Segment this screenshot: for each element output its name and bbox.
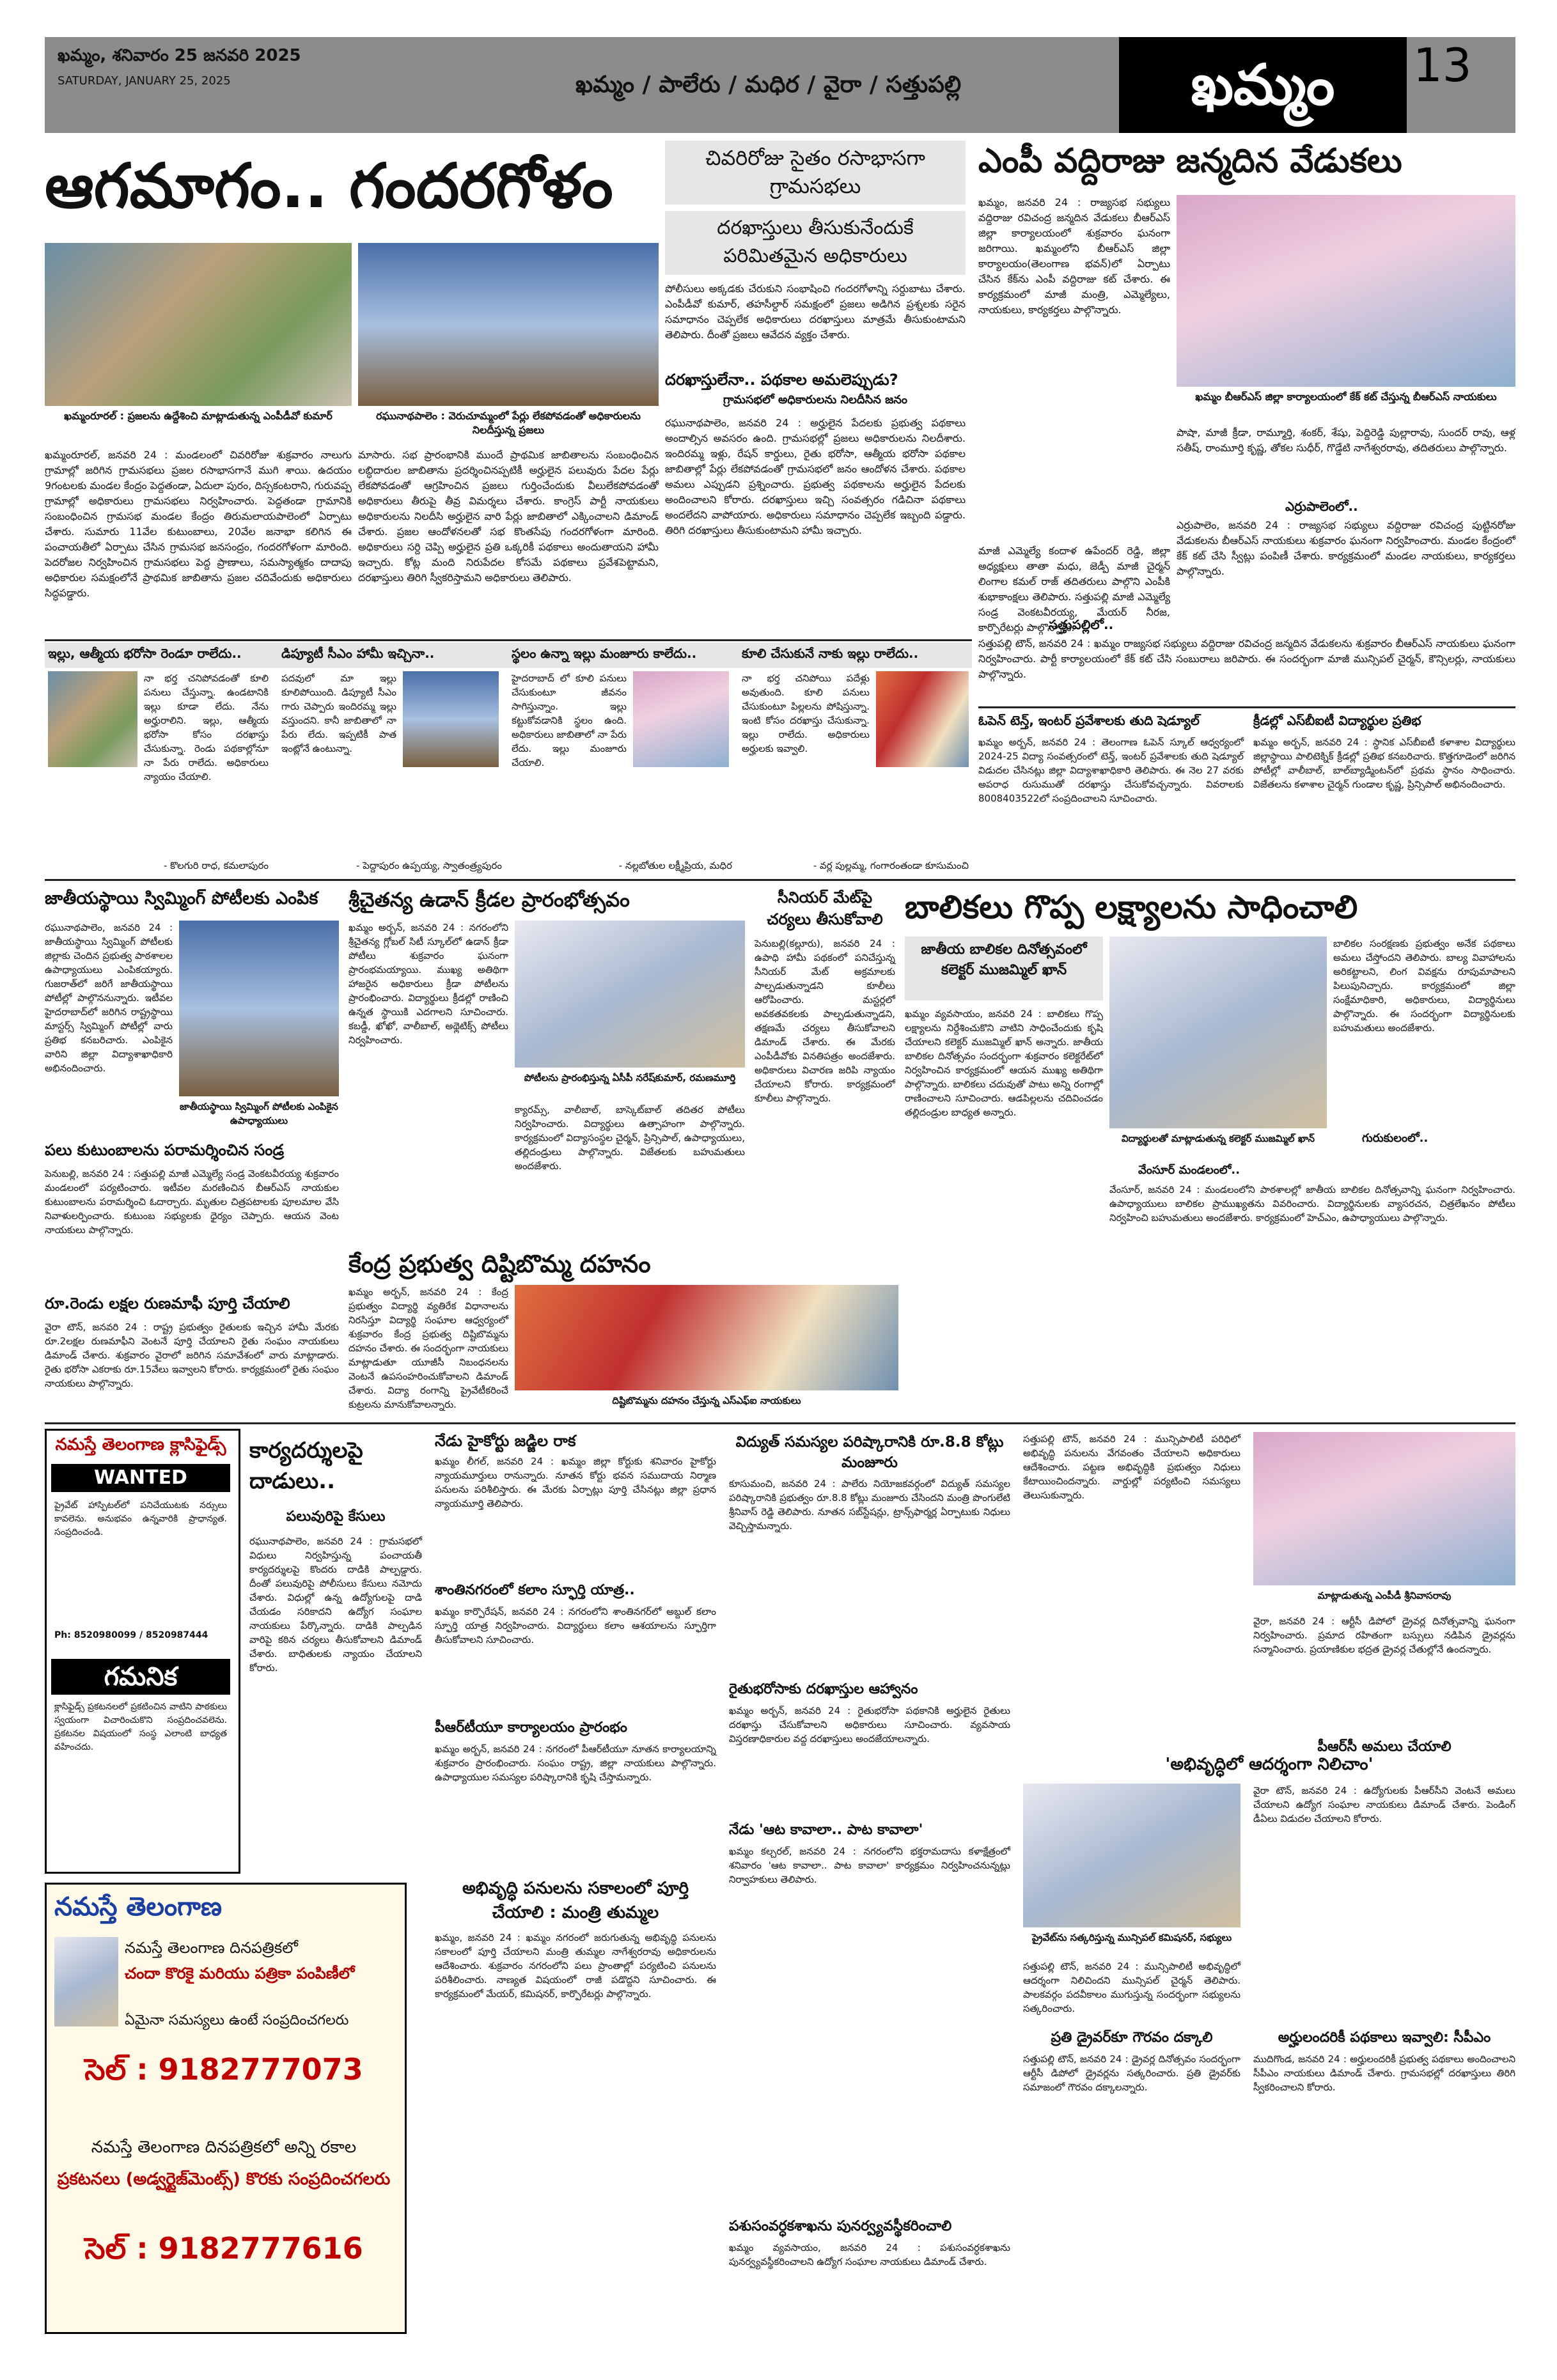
chaitanya-body-2: క్యారమ్స్, వాలీబాల్, బాస్కెట్‌బాల్ తదితర పోటీలు నిర్వహించారు. విద్యార్థులు ఉత్సాహంగా పాల్గొన్నారు. కార్యక్రమంలో విద్యాసంస్థల చైర్మన్, ప్రిన్సిపాల్, ఉపాధ్యాయులు, తల్లిదండ్రులు పాల్గొన్నారు. విజేతలకు బహుమతులు అందజేశారు. <box>515 1104 745 1172</box>
judges-sub-1: శాంతినగరంలో కలాం స్ఫూర్తి యాత్ర.. <box>435 1582 635 1598</box>
ad-paper-image <box>54 1937 118 2026</box>
strip-3-head: స్థలం ఉన్నా ఇల్లు మంజూరు కాలేదు.. <box>512 646 697 661</box>
secretaries-deck: పలువురిపై కేసులు <box>286 1509 386 1525</box>
judges-head: నేడు హైకోర్టు జడ్జిల రాక <box>435 1432 576 1450</box>
lead-body-1: ఖమ్మంరూరల్, జనవరి 24 : మండలంలో చివరిరోజు శుక్రవారం నాలుగు గ్రామాల్లో జరిగిన గ్రామసభలు ప్రజల రసాభాసగానే ముగి శాయి. ఉదయం 9గంటలకు మండల కేంద్రం పెద్దతండా, ఏదులా పురం, దిస్సకంటరాని, గురువప్ప గ్రామాల్లో అధికారులు గ్రామసభలు నిర్వహించారు. పెద్దతండా గ్రామానికి సంబంధించిన గ్రామసభ మండల కేంద్రం తిరుమలాయపాలెంలో ఏర్పాటు చేశారు. సుమారు 11వేల కుటుంబాలు, 20వేల జనాభా కలిగిన ఈ పంచాయతీలో ఏర్పాటు చేసిన గ్రామసభ జనసంద్రం, గందరగోళంగా మారింది. పెదరోజల నిర్వహించిన గ్రామసభలు పెద్ద ప్రాణాలు, సమస్యాత్మకం దాదాపు అధికారుల సమక్షంలోనే ప్రాథమిక జాబితాను ప్రజల చదివేందుకు అధికారులు సిద్ధపడ్డారు. <box>45 449 352 599</box>
power-body-4: ఖమ్మం వ్యవసాయం, జనవరి 24 : పశుసంవర్ధకశాఖను పునర్వ్యవస్థీకరించాలని ఉద్యోగ సంఘాల నాయకులు డిమాండ్ చేశారు. <box>729 2242 1010 2267</box>
satt-body-5: వైరా టౌన్, జనవరి 24 : ఉద్యోగులకు పీఆర్‌సీని వెంటనే అమలు చేయాలని ఉద్యోగ సంఘాల నాయకులు డిమాండ్ చేశారు. పెండింగ్ డీఏలు విడుదల చేయాలని కోరారు. <box>1253 1785 1515 1824</box>
chaitanya-body: ఖమ్మం అర్బన్, జనవరి 24 : నగరంలోని శ్రీచైతన్య గ్లోబల్ సిటీ స్కూల్‌లో ఉడాన్ క్రీడా పోటీలు శుక్రవారం ఘనంగా ప్రారంభమయ్యాయి. ముఖ్య అతిథిగా హాజరైన అధికారులు క్రీడా పోటీలను ప్రారంభించారు. విద్యార్థులు క్రీడల్లో రాణించి ఉన్నత స్థాయికి ఎదగాలని సూచించారు. కబడ్డీ, ఖోఖో, వాలీబాల్, అథ్లెటిక్స్ పోటీలు నిర్వహించారు. <box>348 922 508 1046</box>
effigy-body: ఖమ్మం అర్బన్, జనవరి 24 : కేంద్ర ప్రభుత్వం విద్యార్థి వ్యతిరేక విధానాలను నిరసిస్తూ విద్యార్థి సంఘాల ఆధ్వర్యంలో శుక్రవారం కేంద్ర ప్రభుత్వ దిష్టిబొమ్మను దహనం చేశారు. ఈ సందర్భంగా నాయకులు మాట్లాడుతూ యూజీసీ నిబంధనలను వెంటనే ఉపసంహరించుకోవాలని డిమాండ్ చేశారు. విద్యా రంగాన్ని ప్రైవేటీకరించే కుట్రలను మానుకోవాలన్నారు. <box>348 1286 508 1410</box>
satt-sub-2: ప్రతి డ్రైవర్‌కూ గౌరవం దక్కాలి <box>1051 2030 1213 2046</box>
strip-3-byline: - నల్లబోతుల లక్ష్మీప్రియ, మధిర <box>618 860 732 871</box>
power-body: కూసుమంచి, జనవరి 24 : పాలేరు నియోజకవర్గంలో విద్యుత్ సమస్యల పరిష్కారానికి ప్రభుత్వం రూ.8.8 కోట్లు మంజూరు చేసిందని మంత్రి పొంగులేటి శ్రీనివాస్ రెడ్డి తెలిపారు. నూతన సబ్‌స్టేషన్లు, ట్రాన్స్‌ఫార్మర్ల ఏర్పాటుకు నిధులు వెచ్చిస్తామన్నారు. <box>729 1478 1010 1532</box>
senior-body: పెనుబల్లి(కల్లూరు), జనవరి 24 : ఉపాధి హామీ పథకంలో పనిచేస్తున్న సీనియర్ మేట్ అక్రమాలకు పాల్పడుతున్నాడని కూలీలు ఆరోపించారు. మస్టర్లలో అవకతవకలకు పాల్పడుతున్నాడని, తక్షణమే చర్యలు తీసుకోవాలని డిమాండ్ చేశారు. ఈ మేరకు ఎంపీడీవోకు వినతిపత్రం అందజేశారు. అధికారులు విచారణ జరిపి న్యాయం చేయాలని కోరారు. కార్యక్రమంలో కూలీలు పాల్గొన్నారు. <box>755 938 895 1104</box>
mp-body-1: ఖమ్మం, జనవరి 24 : రాజ్యసభ సభ్యులు వద్దిరాజు రవిచంద్ర జన్మదిన వేడుకలు బీఆర్ఎస్ జిల్లా కార్యాలయంలో శుక్రవారం ఘనంగా జరిగాయి. ఖమ్మంలోని బీఆర్ఎస్ జిల్లా కార్యాలయం(తెలంగాణ భవన్)లో ఏర్పాటు చేసిన కేక్‌ను ఎంపీ వద్దిరాజు కట్ చేశారు. ఈ కార్యక్రమంలో మాజీ మంత్రి, ఎమ్మెల్యేలు, నాయకులు, కార్యకర్తలు పాల్గొన్నారు. <box>978 196 1170 316</box>
strip-rule <box>45 639 972 641</box>
power-sub-1: రైతుభరోసాకు దరఖాస్తుల ఆహ్వానం <box>729 1681 918 1697</box>
girls-body-3: వేంసూర్, జనవరి 24 : మండలంలోని పాఠశాలల్లో జాతీయ బాలికల దినోత్సవాన్ని ఘనంగా నిర్వహించారు. ఉపాధ్యాయులు బాలికల ప్రాముఖ్యతను వివరించారు. విద్యార్థినులకు వ్యాసరచన, చిత్రలేఖనం పోటీలు నిర్వహించి బహుమతులు అందజేశారు. కార్యక్రమంలో హెచ్‌ఎం, ఉపాధ్యాయులు పాల్గొన్నారు. <box>1109 1184 1515 1224</box>
girls-body-2: బాలికల సంరక్షణకు ప్రభుత్వం అనేక పథకాలు అమలు చేస్తోందని తెలిపారు. బాల్య వివాహాలను అరికట్టాలని, లింగ వివక్షను రూపుమాపాలని పిలుపునిచ్చారు. కార్యక్రమంలో జిల్లా సంక్షేమాధికారి, అధికారులు, విద్యార్థినులు పాల్గొన్నారు. ఈ సందర్భంగా విద్యార్థినులకు బహుమతులు అందజేశారు. <box>1333 938 1515 1034</box>
wanted-banner: WANTED <box>51 1464 230 1492</box>
section-rule-2 <box>45 1422 1515 1424</box>
swim-photo <box>179 921 339 1096</box>
strip-4-head: కూలి చేసుకునే నాకు ఇల్లు రాలేదు.. <box>742 646 919 661</box>
swim-head: జాతీయస్థాయి స్విమ్మింగ్ పోటీలకు ఎంపిక <box>45 889 318 908</box>
senior-head: సీనియర్ మేట్‌పై చర్యలు తీసుకోవాలి <box>767 889 883 928</box>
satt-sub-3: పీఆర్‌సీ అమలు చేయాలి <box>1317 1739 1451 1755</box>
notice-body: క్లాసిఫైడ్స్ ప్రకటనలలో ప్రకటించిన వాటిని పాఠకులు స్వయంగా విచారించుకొని సంప్రదించవలెను. ప్రకటనల విషయంలో సంస్థ ఎలాంటి బాధ్యత వహించదు. <box>54 1702 227 1752</box>
chaitanya-head: శ్రీచైతన్య ఉడాన్ క్రీడల ప్రారంభోత్సవం <box>348 889 630 912</box>
strip-2-body: పదవులో మా ఇల్లు కూలిపోయింది. డిప్యూటీ సీఎం గారు చెప్పారు ఇందిరమ్మ ఇల్లు వస్తుందని. కానీ జాబితాలో నా పేరు లేదు. ఇప్పటికీ పాత ఇంట్లోనే ఉంటున్నా. <box>281 673 396 754</box>
ad-line-4: నమస్తే తెలంగాణ దినపత్రికలో అన్ని రకాల <box>91 2138 357 2157</box>
strip-4-photo <box>876 671 969 767</box>
mp-body-3: పాషా, మాజీ క్రీడా, రామ్మూర్తి, శంకర్, శేషు, పెద్దిరెడ్డి పుల్లారావు, సుందర్ రావు, ఆళ్ల సతీష్, రాంమూర్తి కృష్ణ, తోకల సుధీర్, గొడ్డేటి నాగేశ్వరరావు, తదితరులు పాల్గొన్నారు. <box>1177 426 1515 454</box>
secretaries-body: రఘునాథపాలెం, జనవరి 24 : గ్రామసభలో విధులు నిర్వహిస్తున్న పంచాయతీ కార్యదర్శులపై కొందరు దాడికి పాల్పడ్డారు. దీంతో పలువురిపై పోలీసులు కేసులు నమోదు చేశారు. విధుల్లో ఉన్న ఉద్యోగులపై దాడి చేయడం సరికాదని ఉద్యోగ సంఘాల నాయకులు పేర్కొన్నారు. దాడికి పాల్పడిన వారిపై కఠిన చర్యలు తీసుకోవాలని డిమాండ్ చేశారు. బాధితులకు న్యాయం చేయాలని కోరారు. <box>249 1536 422 1674</box>
girls-body: ఖమ్మం వ్యవసాయం, జనవరి 24 : బాలికలు గొప్ప లక్ష్యాలను నిర్దేశించుకొని వాటిని సాధించేందుకు కృషి చేయాలని కలెక్టర్ ముజమ్మిల్ ఖాన్ అన్నారు. జాతీయ బాలికల దినోత్సవం సందర్భంగా శుక్రవారం కలెక్టరేట్‌లో నిర్వహించిన కార్యక్రమంలో ఆయన ముఖ్య అతిథిగా పాల్గొన్నారు. బాలికలు చదువుతో పాటు అన్ని రంగాల్లో రాణించాలని సూచించారు. ఆడపిల్లలను చదివించడం తల్లిదండ్రుల బాధ్యత అన్నారు. <box>905 1008 1103 1118</box>
satt-body-6: ముదిగొండ, జనవరి 24 : అర్హులందరికీ ప్రభుత్వ పథకాలు అందించాలని సీపీఎం నాయకులు డిమాండ్ చేశారు. గ్రామసభల్లో దరఖాస్తులు తిరిగి స్వీకరించాలని కోరారు. <box>1253 2053 1515 2093</box>
page-number: 13 <box>1413 38 1472 92</box>
satt-sub-1: 'అభివృద్ధిలో ఆదర్శంగా నిలిచాం' <box>1165 1755 1373 1774</box>
strip-5-head: ఓపెన్ టెన్త్, ఇంటర్ ప్రవేశాలకు తుది షెడ్యూల్ <box>978 713 1200 728</box>
date-english: SATURDAY, JANUARY 25, 2025 <box>58 74 231 88</box>
effigy-photo <box>515 1285 898 1390</box>
strip-5-body: ఖమ్మం అర్బన్, జనవరి 24 : తెలంగాణ ఓపెన్ స్కూల్ ఆధ్వర్యంలో 2024-25 విద్యా సంవత్సరంలో టెన్త్, ఇంటర్ ప్రవేశాలకు తుది షెడ్యూల్ విడుదల చేసినట్లు జిల్లా విద్యాశాఖాధికారి తెలిపారు. ఈ నెల 27 వరకు అపరాధ రుసుముతో దరఖాస్తు చేసుకోవచ్చన్నారు. వివరాలకు 8008403522లో సంప్రదించాలని సూచించారు. <box>978 736 1244 804</box>
girls-sub-2: గురుకులంలో.. <box>1362 1132 1428 1145</box>
satt-sub-4: అర్హులందరికీ పథకాలు ఇవ్వాలి: సీపీఎం <box>1278 2030 1491 2046</box>
side-kicker: చివరిరోజు సైతం రసాభాసగా గ్రామసభలు <box>705 146 926 198</box>
girls-photo <box>1109 937 1327 1128</box>
mp-sub-2: సత్తుపల్లిలో.. <box>1049 617 1114 632</box>
mp-headline: ఎంపీ వద్దిరాజు జన్మదిన వేడుకలు <box>978 142 1402 180</box>
satt-body-2: సత్తుపల్లి టౌన్, జనవరి 24 : మున్సిపాలిటీ అభివృద్ధిలో ఆదర్శంగా నిలిచిందని మున్సిపల్ చైర్మన్ తెలిపారు. పాలకవర్గం పదవీకాలం ముగుస్తున్న సందర్భంగా సభ్యులను సత్కరించారు. <box>1023 1961 1240 2014</box>
strip-1-byline: - కొలగురి రాధ, కమలాపురం <box>163 860 269 871</box>
strip-2-photo <box>403 671 499 767</box>
power-sub-2: నేడు 'ఆట కావాలా.. పాట కావాలా' <box>729 1822 923 1838</box>
judges-body-3: ఖమ్మం అర్బన్, జనవరి 24 : నగరంలో పీఆర్‌టీయూ నూతన కార్యాలయాన్ని శుక్రవారం ప్రారంభించారు. సంఘం రాష్ట్ర, జిల్లా నాయకులు పాల్గొన్నారు. ఉపాధ్యాయుల సమస్యల పరిష్కారానికి కృషి చేస్తామన్నారు. <box>435 1743 716 1783</box>
strip-4-body: నా భర్త చనిపోయి పదేళ్లు అవుతుంది. కూలి పనులు చేసుకుంటూ పిల్లలను పోషిస్తున్నా. ఇంటి కోసం దరఖాస్తు చేసుకున్నా. ఇల్లు రాలేదు. అధికారులు అర్హులకు ఇవ్వాలి. <box>742 673 870 754</box>
chaitanya-caption: పోటీలను ప్రారంభిస్తున్న ఏసీపీ నరేష్‌కుమార్, రమణమూర్తి <box>524 1072 736 1084</box>
judges-body-2: ఖమ్మం కార్పొరేషన్, జనవరి 24 : నగరంలోని శాంతినగర్‌లో అబ్దుల్ కలాం స్ఫూర్తి యాత్ర నిర్వహించారు. విద్యార్థులు కలాం ఆశయాలను స్ఫూర్తిగా తీసుకోవాలని సూచించారు. <box>435 1606 716 1645</box>
masthead-date <box>58 46 301 88</box>
lead-caption-1: ఖమ్మంరూరల్ : ప్రజలను ఉద్దేశించి మాట్లాడుతున్న ఎంపీడీవో కుమార్ <box>64 410 333 422</box>
strip-2-byline: - పెద్దాపురం ఉప్పయ్య, స్వాతంత్ర్యపురం <box>356 860 502 871</box>
masthead-towns: ఖమ్మం / పాలేరు / మధిర / వైరా / సత్తుపల్లి <box>575 72 962 98</box>
side-subdeck: గ్రామసభలో అధికారులను నిలదీసిన జనం <box>723 393 908 407</box>
strip-4-byline: - వర్ల పుల్లమ్మ, గంగారంతండా కూసుమంచి <box>813 860 969 871</box>
section-rule-1 <box>45 879 1515 881</box>
strip-2-head: డిప్యూటీ సీఎం హామీ ఇచ్చినా.. <box>281 646 435 661</box>
secretaries-head: కార్యదర్శులపై దాడులు.. <box>249 1438 363 1494</box>
classified-brand: నమస్తే తెలంగాణ క్లాసిఫైడ్స్ <box>55 1435 226 1454</box>
effigy-caption: దిష్టిబొమ్మను దహనం చేస్తున్న ఎస్ఎఫ్ఐ నాయకులు <box>612 1395 801 1406</box>
mp-caption: ఖమ్మం బీఆర్ఎస్ జిల్లా కార్యాలయంలో కేక్ కట్ చేస్తున్న బీఆర్ఎస్ నాయకులు <box>1195 391 1497 403</box>
strip-3-photo <box>633 671 729 767</box>
satt-body-3: సత్తుపల్లి టౌన్, జనవరి 24 : డ్రైవర్ల దినోత్సవం సందర్భంగా ఆర్టీసీ డిపోలో డ్రైవర్లను సత్కరించారు. ప్రతి డ్రైవర్‌కు సమాజంలో గౌరవం దక్కాలన్నారు. <box>1023 2053 1240 2093</box>
mp-sub-1: ఎర్రుపాలెంలో.. <box>1285 499 1358 514</box>
power-body-3: ఖమ్మం కల్చరల్, జనవరి 24 : నగరంలోని భక్తరామదాసు కళాక్షేత్రంలో శనివారం 'ఆట కావాలా.. పాట కావాలా' కార్యక్రమం నిర్వహించనున్నట్లు నిర్వాహకులు తెలిపారు. <box>729 1846 1010 1885</box>
lead-body-2: మాసారు. సభ ప్రారంభానికి ముందే ప్రాథమిక జాబితాలను సంబంధించిన లబ్ధిదారుల జాబితాను ప్రదర్శించినప్పటికీ అర్హులైన పలువురు పేదల పేర్లు లేకపోవడంతో ఆగ్రహించిన ప్రజలు గుర్తించేందుకు వీలులేకపోవడంతో అధికారులు తీరుపై తీవ్ర విమర్శలు చేశారు. కాంగ్రెస్ పార్టీ నాయకులు అధికారులను నిలదీసి అర్హులైన వారి పేర్లు జాబితాలో ఎక్కించాలని డిమాండ్ చేశారు. ప్రజల ఆందోళనలతో సభ కొంతసేపు గందరగోళంగా మారింది. అధికారులు సర్ది చెప్పి అర్హులైన ప్రతి ఒక్కరికీ పథకాలు అందుతాయని హామీ ఇచ్చారు. కోట్ల మంది నిరుపేదల కోసమే పథకాలు ప్రవేశపెట్టామని, దరఖాస్తులు తిరిగి స్వీకరిస్తామని అధికారులు తెలిపారు. <box>358 449 659 584</box>
notice-banner: గమనిక <box>51 1659 230 1695</box>
power-head: విద్యుత్ సమస్యల పరిష్కారానికి రూ.8.8 కోట్లు మంజూరు <box>735 1434 1004 1471</box>
swim-body: రఘునాథపాలెం, జనవరి 24 : జాతీయస్థాయి స్విమ్మింగ్ పోటీలకు జిల్లాకు చెందిన ప్రభుత్వ పాఠశాలల ఉపాధ్యాయులు ఎంపికయ్యారు. గుజరాత్‌లో జరిగే జాతీయస్థాయి పోటీల్లో పాల్గొననున్నారు. ఇటీవల హైదరాబాద్‌లో జరిగిన రాష్ట్రస్థాయి మాస్టర్స్ స్విమ్మింగ్ పోటీల్లో వారు ప్రతిభ కనబరిచారు. ఎంపికైన వారిని జిల్లా విద్యాశాఖాధికారి అభినందించారు. <box>45 922 173 1074</box>
ad-line-1: నమస్తే తెలంగాణ దినపత్రికలో <box>125 1939 298 1957</box>
loan-body: వైరా టౌన్, జనవరి 24 : రాష్ట్ర ప్రభుత్వం రైతులకు ఇచ్చిన హామీ మేరకు రూ.2లక్షల రుణమాఫీని వెంటనే పూర్తి చేయాలని రైతు సంఘం నాయకులు డిమాండ్ చేశారు. శుక్రవారం వైరాలో జరిగిన సమావేశంలో వారు మాట్లాడారు. రైతు భరోసా ఎకరాకు రూ.15వేలు ఇవ్వాలని కోరారు. కార్యక్రమంలో రైతు సంఘం నాయకులు పాల్గొన్నారు. <box>45 1321 339 1389</box>
sandra-body: పెనుబల్లి, జనవరి 24 : సత్తుపల్లి మాజీ ఎమ్మెల్యే సండ్ర వెంకటవీరయ్య శుక్రవారం మండలంలో పర్యటించారు. ఇటీవల మరణించిన బీఆర్ఎస్ నాయకుల కుటుంబాలను పరామర్శించి ఓదార్చారు. మృతుల చిత్రపటాలకు పూలమాల వేసి నివాళులర్పించారు. కుటుంబ సభ్యులకు ధైర్యం చెప్పారు. ఆయన వెంట నాయకులు పాల్గొన్నారు. <box>45 1168 339 1236</box>
side-deck: దరఖాస్తులు తీసుకునేందుకే పరిమితమైన అధికారులు <box>717 217 914 267</box>
lead-headline: ఆగమాగం.. గందరగోళం <box>45 150 613 222</box>
power-body-2: ఖమ్మం అర్బన్, జనవరి 24 : రైతుభరోసా పథకానికి అర్హులైన రైతులు దరఖాస్తు చేసుకోవాలని అధికారులు సూచించారు. వ్యవసాయ విస్తరణాధికారుల వద్ద దరఖాస్తులు అందజేయాలన్నారు. <box>729 1705 1010 1745</box>
driver-caption: మాట్లాడుతున్న ఎంపీడీ శ్రీనివాసరావు <box>1317 1590 1451 1601</box>
loan-head: రూ.రెండు లక్షల రుణమాఫీ పూర్తి చేయాలి <box>45 1295 290 1312</box>
effigy-head: కేంద్ర ప్రభుత్వ దిష్టిబొమ్మ దహనం <box>348 1250 651 1278</box>
girls-deck: జాతీయ బాలికల దినోత్సవంలో కలెక్టర్ ముజమ్మిల్ ఖాన్ <box>921 942 1087 978</box>
side-body-1: పోలీసులు అక్కడకు చేరుకుని సంభాషించి గందరగోళాన్ని సర్దుబాటు చేశారు. ఎంపీడీవో కుమార్, తహసీల్దార్ సమక్షంలో ప్రజలు అడిగిన ప్రశ్నలకు సరైన సమాధానం చెప్పలేక అధికారులు దరఖాస్తులు మాత్రమే తీసుకుంటామని తెలిపారు. దీంతో ప్రజలు ఆవేదన వ్యక్తం చేశారు. <box>665 283 966 341</box>
ad-line-2: చందా కొరకై మరియు పత్రికా పంపిణీలో <box>125 1964 355 1982</box>
strip-6-body: ఖమ్మం అర్బన్, జనవరి 24 : స్థానిక ఎస్‌బీఐటీ కళాశాల విద్యార్థులు జిల్లాస్థాయి పాలిటెక్నిక్ క్రీడల్లో ప్రతిభ కనబరిచారు. కొత్తగూడెంలో జరిగిన పోటీల్లో వాలీబాల్, బాల్‌బ్యాడ్మింటన్‌లో ప్రథమ స్థానం సాధించారు. విజేతలను కళాశాల చైర్మన్ గుండాల కృష్ణ, ప్రిన్సిపాల్ అభినందించారు. <box>1253 736 1515 790</box>
girls-headline: బాలికలు గొప్ప లక్ష్యాలను సాధించాలి <box>905 889 1358 926</box>
judges-sub-2: పీఆర్‌టీయూ కార్యాలయం ప్రారంభం <box>435 1720 627 1736</box>
judges-body: ఖమ్మం లీగల్, జనవరి 24 : ఖమ్మం జిల్లా కోర్టుకు శనివారం హైకోర్టు న్యాయమూర్తులు రానున్నారు. నూతన కోర్టు భవన సముదాయ నిర్మాణ పనులను పరిశీలిస్తారు. ఈ మేరకు ఏర్పాట్లు పూర్తి చేసినట్లు జిల్లా ప్రధాన న్యాయమూర్తి తెలిపారు. <box>435 1456 716 1509</box>
sandra-head: పలు కుటుంబాలను పరామర్శించిన సండ్ర <box>45 1141 285 1159</box>
mp-body-5: సత్తుపల్లి టౌన్, జనవరి 24 : ఖమ్మం రాజ్యసభ సభ్యులు వద్దిరాజు రవిచంద్ర జన్మదిన వేడుకలను శుక్రవారం బీఆర్ఎస్ నాయకులు ఘనంగా నిర్వహించారు. పార్టీ కార్యాలయంలో కేక్ కట్ చేసి సంబురాలు జరిపారు. ఈ సందర్భంగా మాజీ మున్సిపల్ చైర్మన్, కౌన్సిలర్లు, నాయకులు పాల్గొన్నారు. <box>978 637 1515 680</box>
lead-caption-2: రఘునాథపాలెం : వెరుచూమ్మంలో పేర్లు లేకపోవడంతో అధికారులను నిలదీస్తున్న ప్రజలు <box>376 410 641 436</box>
side-subhead: దరఖాస్తులేనా.. పథకాల అమలెప్పుడు? <box>665 371 898 389</box>
strip-right-rule <box>978 706 1515 708</box>
judges-sub-3: అభివృద్ధి పనులను సకాలంలో పూర్తి చేయాలి : మంత్రి తుమ్మల <box>462 1879 689 1922</box>
swim-caption: జాతీయస్థాయి స్విమ్మింగ్ పోటీలకు ఎంపికైన ఉపాధ్యాయులు <box>180 1101 338 1126</box>
satt-caption: ప్రైవేట్‌ను సత్కరిస్తున్న మున్సిపల్ కమిషనర్, సభ్యులు <box>1031 1932 1232 1943</box>
edition-name: ఖమ్మం <box>1119 37 1407 133</box>
ad-phone-1: సెల్ : 9182777073 <box>84 2052 363 2087</box>
driver-photo <box>1253 1432 1515 1585</box>
mp-photo <box>1177 195 1515 387</box>
strip-1-body: నా భర్త చనిపోవడంతో కూలి పనులు చేస్తున్నా. ఉండటానికి ఇల్లు కూడా లేదు. నేను అర్హురాలిని. ఇల్లు, ఆత్మీయ భరోసా కోసం దరఖాస్తు చేసుకున్నా. రెండు పథకాల్లోనూ నా పేరు రాలేదు. అధికారులు న్యాయం చేయాలి. <box>144 673 269 782</box>
ad-brand: నమస్తే తెలంగాణ <box>54 1892 223 1922</box>
strip-3-body: హైదరాబాద్ లో కూలి పనులు చేసుకుంటూ జీవనం సాగిస్తున్నాం. ఇల్లు కట్టుకోవడానికి స్థలం ఉంది. అధికారులు జాబితాలో నా పేరు లేదు. ఇల్లు మంజూరు చేయాలి. <box>512 673 627 768</box>
mp-body-2: మాజీ ఎమ్మెల్యే కందాళ ఉపేందర్ రెడ్డి, జిల్లా అధ్యక్షులు తాతా మధు, జెడ్పీ మాజీ చైర్మన్ లింగాల కమల్ రాజ్ తదితరులు పాల్గొని ఎంపీకి శుభాకాంక్షలు తెలిపారు. సత్తుపల్లి మాజీ ఎమ్మెల్యే సండ్ర వెంకటవీరయ్య, మేయర్ నీరజ, కార్పొరేటర్లు పాల్గొన్నారు. <box>978 545 1170 634</box>
side-body-2: రఘునాథపాలెం, జనవరి 24 : అర్హులైన పేదలకు ప్రభుత్వ పథకాలు అందాల్సిన అవసరం ఉంది. గ్రామసభల్లో ప్రజలు అధికారులను నిలదీశారు. ఇందిరమ్మ ఇళ్లు, రేషన్ కార్డులు, రైతు భరోసా, ఆత్మీయ భరోసా పథకాల జాబితాల్లో పేర్లు లేకపోవడంతో గ్రామసభలో జనం ఆందోళన చేశారు. పథకాల అమలు ఎప్పుడని ప్రశ్నించారు. ప్రభుత్వ పథకాలను అర్హులైన పేదలకు అందించాలని కోరారు. దరఖాస్తులు ఇచ్చి సంవత్సరం గడిచినా పథకాలు అందలేదని వాపోయారు. అధికారులు సమాధానం చెప్పలేక ఇబ్బంది పడ్డారు. తిరిగి దరఖాస్తులు తీసుకుంటామని హామీ ఇచ్చారు. <box>665 417 966 536</box>
strip-1-head: ఇల్లు, ఆత్మీయ భరోసా రెండూ రాలేదు.. <box>48 646 242 661</box>
chaitanya-photo <box>515 921 745 1068</box>
wanted-phone: Ph: 8520980099 / 8520987444 <box>54 1630 208 1640</box>
power-sub-3: పశుసంవర్ధకశాఖను పునర్వ్యవస్థీకరించాలి <box>729 2218 952 2234</box>
girls-sub-1: వేంసూర్ మండలంలో.. <box>1138 1163 1240 1177</box>
ad-phone-2: సెల్ : 9182777616 <box>84 2231 363 2266</box>
girls-caption: విద్యార్థులతో మాట్లాడుతున్న కలెక్టర్ ముజమ్మిల్ ఖాన్ <box>1122 1133 1315 1144</box>
satt-body-1: సత్తుపల్లి టౌన్, జనవరి 24 : మున్సిపాలిటీ పరిధిలో అభివృద్ధి పనులను వేగవంతం చేయాలని అధికారులు ఆదేశించారు. పట్టణ అభివృద్ధికి ప్రభుత్వం నిధులు కేటాయించిందన్నారు. వార్డుల్లో పర్యటించి సమస్యలు తెలుసుకున్నారు. <box>1023 1433 1240 1501</box>
mp-body-4: ఎర్రుపాలెం, జనవరి 24 : రాజ్యసభ సభ్యులు వద్దిరాజు రవిచంద్ర పుట్టినరోజు వేడుకలను బీఆర్ఎస్ నాయకులు శుక్రవారం ఘనంగా నిర్వహించారు. మండల కేంద్రంలో కేక్ కట్ చేసి స్వీట్లు పంపిణీ చేశారు. కార్యక్రమంలో మండల నాయకులు, కార్యకర్తలు పాల్గొన్నారు. <box>1177 519 1515 577</box>
judges-body-4: ఖమ్మం, జనవరి 24 : ఖమ్మం నగరంలో జరుగుతున్న అభివృద్ధి పనులను సకాలంలో పూర్తి చేయాలని మంత్రి తుమ్మల నాగేశ్వరరావు అధికారులను ఆదేశించారు. శుక్రవారం నగరంలోని పలు ప్రాంతాల్లో పర్యటించి పనులను పరిశీలించారు. నాణ్యత విషయంలో రాజీ పడొద్దని సూచించారు. ఈ కార్యక్రమంలో మేయర్, కమిషనర్, కార్పొరేటర్లు పాల్గొన్నారు. <box>435 1932 716 2000</box>
satt-photo <box>1023 1784 1240 1927</box>
strip-1-photo <box>48 671 137 767</box>
lead-photo-1 <box>45 243 352 406</box>
satt-body-4: వైరా, జనవరి 24 : ఆర్టీసీ డిపోలో డ్రైవర్ల దినోత్సవాన్ని ఘనంగా నిర్వహించారు. ప్రమాద రహితంగా బస్సులు నడిపిన డ్రైవర్లను సన్మానించారు. ప్రయాణికుల భద్రత డ్రైవర్ల చేతుల్లోనే ఉందన్నారు. <box>1253 1615 1515 1655</box>
strip-6-head: క్రీడల్లో ఎస్‌బీఐటీ విద్యార్థుల ప్రతిభ <box>1253 713 1421 728</box>
ad-line-5: ప్రకటనలు (అడ్వర్టైజ్‌మెంట్స్) కొరకు సంప్రదించగలరు <box>57 2170 391 2189</box>
ad-line-3: ఏమైనా సమస్యలు ఉంటే సంప్రదించగలరు <box>125 2012 349 2028</box>
wanted-body: ప్రైవేట్ హాస్పిటల్‌లో పనిచేయుటకు నర్సులు కావలెను. అనుభవం ఉన్నవారికి ప్రాధాన్యత. సంప్రదించండి. <box>54 1500 227 1537</box>
lead-photo-2 <box>358 243 659 406</box>
date-telugu: ఖమ్మం, శనివారం 25 జనవరి 2025 <box>58 46 301 65</box>
